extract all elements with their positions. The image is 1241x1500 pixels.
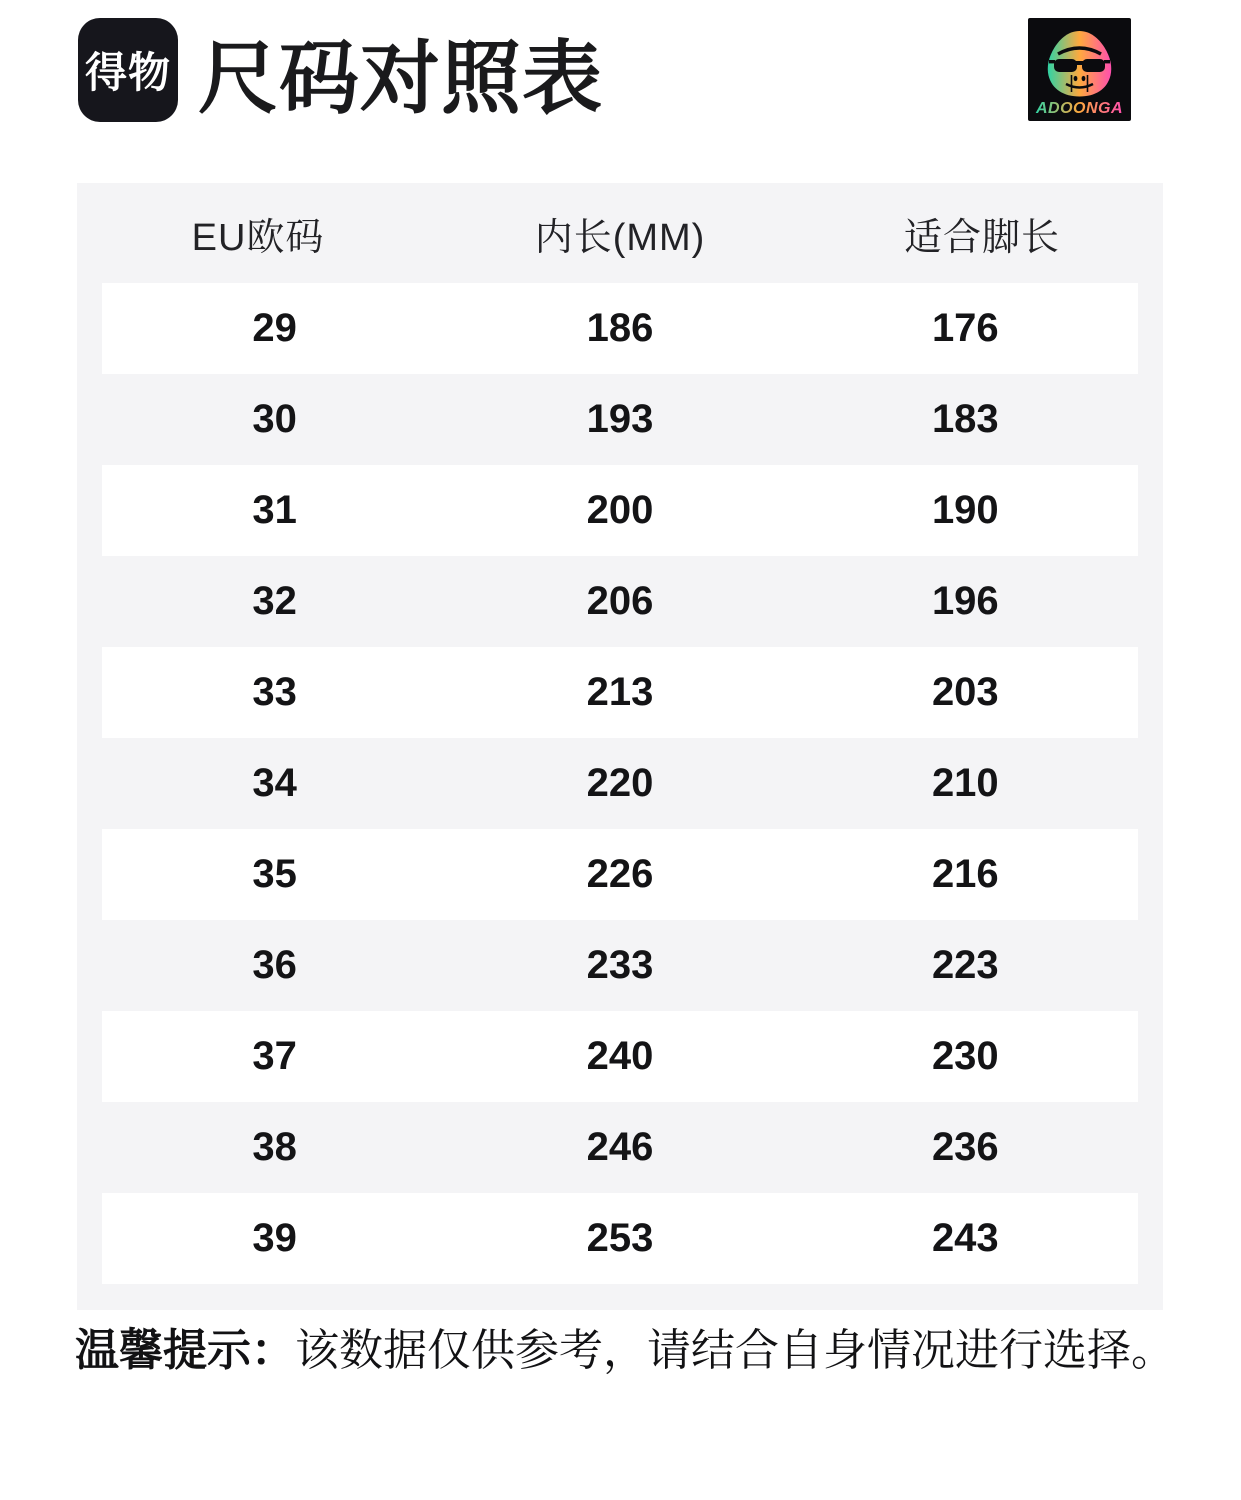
cell-inner-length: 233 (586, 943, 654, 987)
cell-foot-length: 196 (931, 579, 999, 623)
cell-eu-size: 29 (252, 306, 297, 350)
column-header-inner-length: 内长(MM) (534, 216, 706, 259)
cell-inner-length: 240 (586, 1034, 654, 1078)
cell-eu-size: 31 (252, 488, 297, 532)
cell-foot-length: 203 (931, 670, 999, 714)
table-rows (77, 283, 1163, 1284)
table-row (102, 1102, 1138, 1193)
cell-inner-length: 186 (586, 306, 654, 350)
table-row (102, 465, 1138, 556)
cell-eu-size: 38 (252, 1125, 297, 1169)
table-column-header (77, 183, 1163, 283)
cell-inner-length: 246 (586, 1125, 654, 1169)
table-row (102, 1193, 1138, 1284)
disclaimer-note (75, 1326, 1195, 1376)
table-row (102, 556, 1138, 647)
table-row (102, 829, 1138, 920)
disclaimer-text: 该数据仅供参考，请结合自身情况进行选择。 (295, 1326, 1175, 1375)
cell-foot-length: 210 (931, 761, 999, 805)
cell-eu-size: 30 (252, 397, 297, 441)
cell-eu-size: 32 (252, 579, 297, 623)
cell-foot-length: 223 (931, 943, 999, 987)
table-row (102, 374, 1138, 465)
disclaimer-label: 温馨提示： (75, 1326, 295, 1375)
cell-eu-size: 39 (252, 1216, 297, 1260)
page-title: 尺码对照表 (198, 34, 603, 123)
brand-logo-wordmark: ADOONGA (1035, 100, 1124, 117)
cell-eu-size: 37 (252, 1034, 297, 1078)
cell-eu-size: 35 (252, 852, 297, 896)
cell-foot-length: 230 (931, 1034, 999, 1078)
cell-inner-length: 226 (586, 852, 654, 896)
table-row (102, 283, 1138, 374)
column-header-eu-size: EU欧码 (191, 216, 325, 259)
cell-foot-length: 216 (931, 852, 999, 896)
cell-foot-length: 243 (931, 1216, 999, 1260)
cell-inner-length: 206 (586, 579, 654, 623)
table-row (102, 1011, 1138, 1102)
cell-foot-length: 183 (931, 397, 999, 441)
table-row (102, 647, 1138, 738)
cell-foot-length: 176 (931, 306, 999, 350)
dewu-logo-text: 得物 (84, 49, 171, 96)
cell-eu-size: 34 (252, 761, 297, 805)
cell-inner-length: 213 (586, 670, 654, 714)
column-header-foot-length: 适合脚长 (903, 216, 1060, 259)
cell-foot-length: 190 (931, 488, 999, 532)
cell-inner-length: 200 (586, 488, 654, 532)
table-row (102, 920, 1138, 1011)
dewu-app-logo (78, 18, 178, 122)
cell-inner-length: 220 (586, 761, 654, 805)
size-table-panel (77, 183, 1163, 1310)
adoonga-brand-logo (1028, 18, 1131, 121)
cell-eu-size: 36 (252, 943, 297, 987)
table-row (102, 738, 1138, 829)
cell-inner-length: 253 (586, 1216, 654, 1260)
cell-foot-length: 236 (931, 1125, 999, 1169)
cell-inner-length: 193 (586, 397, 654, 441)
cell-eu-size: 33 (252, 670, 297, 714)
